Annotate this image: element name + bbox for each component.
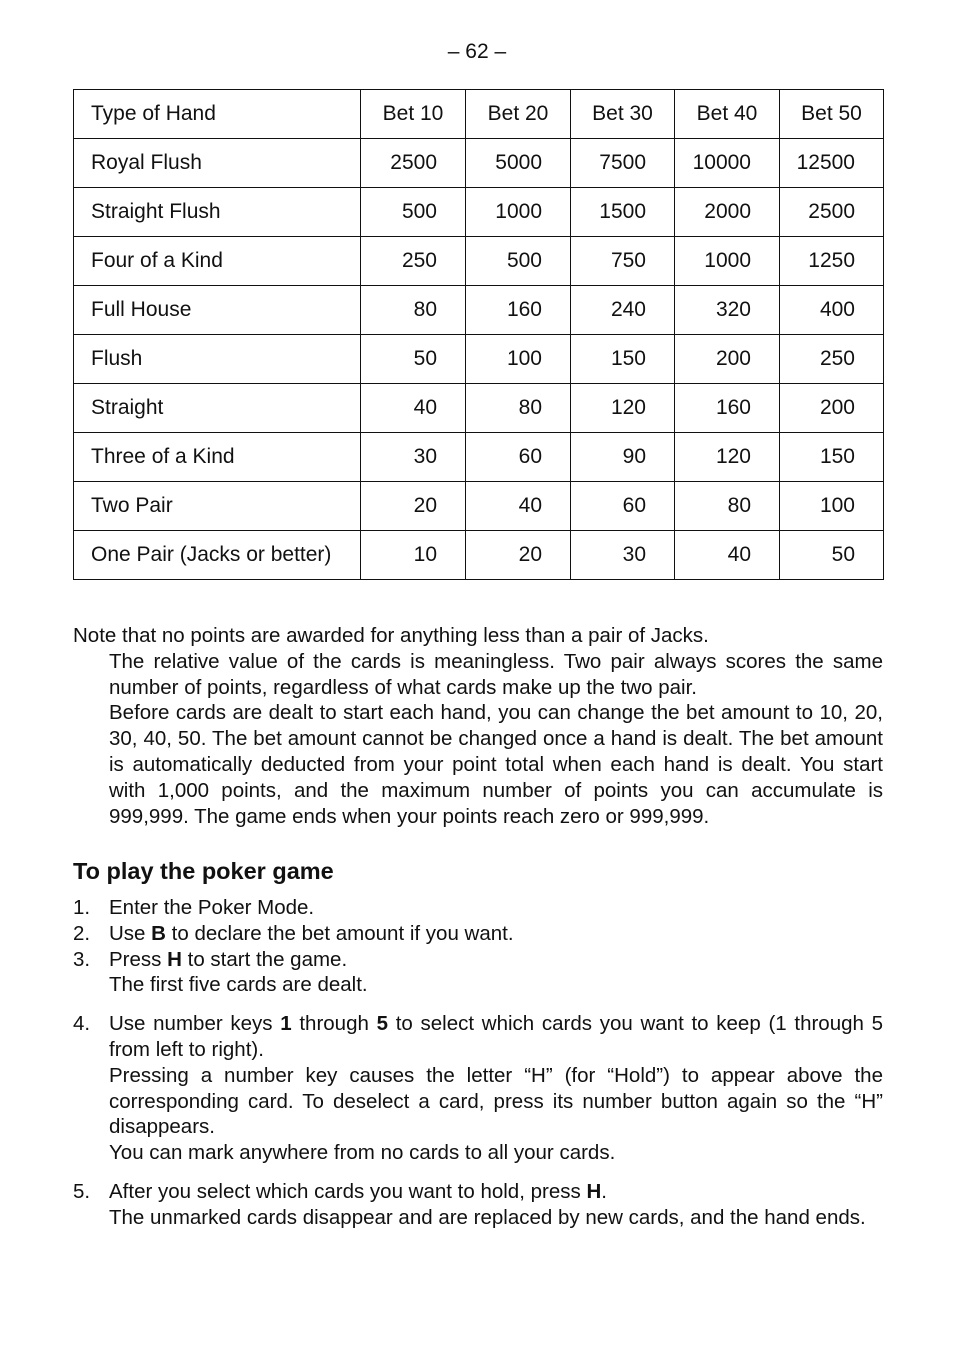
step-text-mid: through [291,1012,377,1036]
table-row [74,384,884,433]
payout-cell: 160 [675,384,780,433]
step-text [109,1011,883,1063]
step-text [109,947,883,973]
step-subtext: You can mark anywhere from no cards to all your cards. [109,1141,616,1165]
payout-cell: 500 [466,237,571,286]
payout-cell: 40 [466,482,571,531]
step-text-post: . [601,1179,607,1203]
note-lead: Note that no points are awarded for anything less than a pair of Jacks. [73,624,709,647]
step-text-pre: Use number keys [109,1012,281,1036]
step-1 [73,895,883,921]
table-row [74,237,884,286]
step-subtext: The first five cards are dealt. [109,973,368,997]
payout-cell: 150 [571,335,675,384]
step-text [109,921,883,947]
payout-cell: 10000 [675,139,780,188]
payout-cell: 120 [571,384,675,433]
payout-cell: 30 [571,531,675,580]
payout-cell: 200 [780,384,884,433]
payout-cell: 2500 [361,139,466,188]
step-text-pre: Use [109,921,152,945]
step-number: 3. [73,947,91,971]
payout-cell: 40 [361,384,466,433]
step-text-post: to select which cards you want to keep (1 through 5 from left to right). [109,1012,884,1061]
key-h: H [586,1179,602,1203]
payout-cell: 30 [361,433,466,482]
payout-cell: 100 [466,335,571,384]
payout-cell: 20 [361,482,466,531]
hand-type-cell: Royal Flush [74,139,361,188]
note-bet-rules: Before cards are dealt to start each hand, you can change the bet amount to 10, 20, 30, 40, 50. The bet amount cannot be changed once a hand is dealt. The bet amount is automatically deducted from your point total when each hand is dealt. You start with 1,000 points, and the maximum number of points you can accumulate is 999,999. The game ends when your points reach zero or 999,999. [109,701,883,828]
payout-cell: 60 [571,482,675,531]
payout-cell: 80 [466,384,571,433]
payout-cell: 750 [571,237,675,286]
table-header-row [74,90,884,139]
hand-type-cell: Straight [74,384,361,433]
step-text-pre: Press [109,947,168,971]
notes [73,623,883,829]
payout-cell: 7500 [571,139,675,188]
hand-type-cell: Full House [74,286,361,335]
payout-cell: 80 [675,482,780,531]
payout-cell: 90 [571,433,675,482]
key-5: 5 [376,1012,388,1036]
table-row [74,286,884,335]
step-subtext: Pressing a number key causes the letter “H” (for “Hold”) to appear above the corresponding card. To deselect a card, press its number button again so the “H” disappears. [109,1063,883,1139]
note-relative-value: The relative value of the cards is meaningless. Two pair always scores the same number of points, regardless of what cards make up the two pair. [109,649,883,699]
hand-type-cell: One Pair (Jacks or better) [74,531,361,580]
table-header-cell: Bet 10 [361,90,466,139]
payout-table [73,89,884,580]
payout-cell: 250 [780,335,884,384]
step-number: 2. [73,921,91,945]
step-text: Enter the Poker Mode. [109,896,315,919]
payout-cell: 20 [466,531,571,580]
table-header-cell: Bet 30 [571,90,675,139]
payout-cell: 1250 [780,237,884,286]
table-row [74,139,884,188]
table-row [74,335,884,384]
table-header-cell: Type of Hand [74,90,361,139]
payout-cell: 80 [361,286,466,335]
table-header-cell: Bet 40 [675,90,780,139]
payout-cell: 120 [675,433,780,482]
payout-cell: 50 [780,531,884,580]
payout-cell: 12500 [780,139,884,188]
payout-cell: 40 [675,531,780,580]
hand-type-cell: Four of a Kind [74,237,361,286]
steps-list [73,895,883,1231]
payout-cell: 1000 [675,237,780,286]
payout-cell: 1500 [571,188,675,237]
table-row [74,482,884,531]
payout-cell: 10 [361,531,466,580]
payout-cell: 200 [675,335,780,384]
table-row [74,188,884,237]
step-3 [73,947,883,999]
key-1: 1 [280,1012,292,1036]
payout-cell: 50 [361,335,466,384]
section-title: To play the poker game [73,858,334,884]
page-number: – 62 – [447,40,507,63]
payout-cell: 100 [780,482,884,531]
step-text-pre: After you select which cards you want to hold, press [109,1179,587,1203]
step-text [109,1179,883,1205]
table-header-cell: Bet 50 [780,90,884,139]
payout-cell: 320 [675,286,780,335]
step-text-post: to declare the bet amount if you want. [165,921,514,945]
key-b: B [151,921,166,945]
hand-type-cell: Three of a Kind [74,433,361,482]
payout-cell: 1000 [466,188,571,237]
step-subtext: The unmarked cards disappear and are replaced by new cards, and the hand ends. [109,1205,866,1229]
hand-type-cell: Straight Flush [74,188,361,237]
payout-cell: 250 [361,237,466,286]
table-header-cell: Bet 20 [466,90,571,139]
step-number: 5. [73,1179,91,1203]
payout-cell: 60 [466,433,571,482]
step-2 [73,921,883,947]
payout-cell: 2500 [780,188,884,237]
step-5 [73,1179,883,1231]
table-row [74,433,884,482]
step-number: 1. [73,896,91,919]
table-row [74,531,884,580]
step-number: 4. [73,1012,91,1036]
payout-cell: 5000 [466,139,571,188]
step-4 [73,1011,883,1166]
payout-cell: 240 [571,286,675,335]
hand-type-cell: Two Pair [74,482,361,531]
hand-type-cell: Flush [74,335,361,384]
payout-cell: 160 [466,286,571,335]
payout-cell: 500 [361,188,466,237]
payout-cell: 400 [780,286,884,335]
payout-cell: 150 [780,433,884,482]
key-h: H [167,947,182,971]
step-text-post: to start the game. [181,947,348,971]
payout-cell: 2000 [675,188,780,237]
